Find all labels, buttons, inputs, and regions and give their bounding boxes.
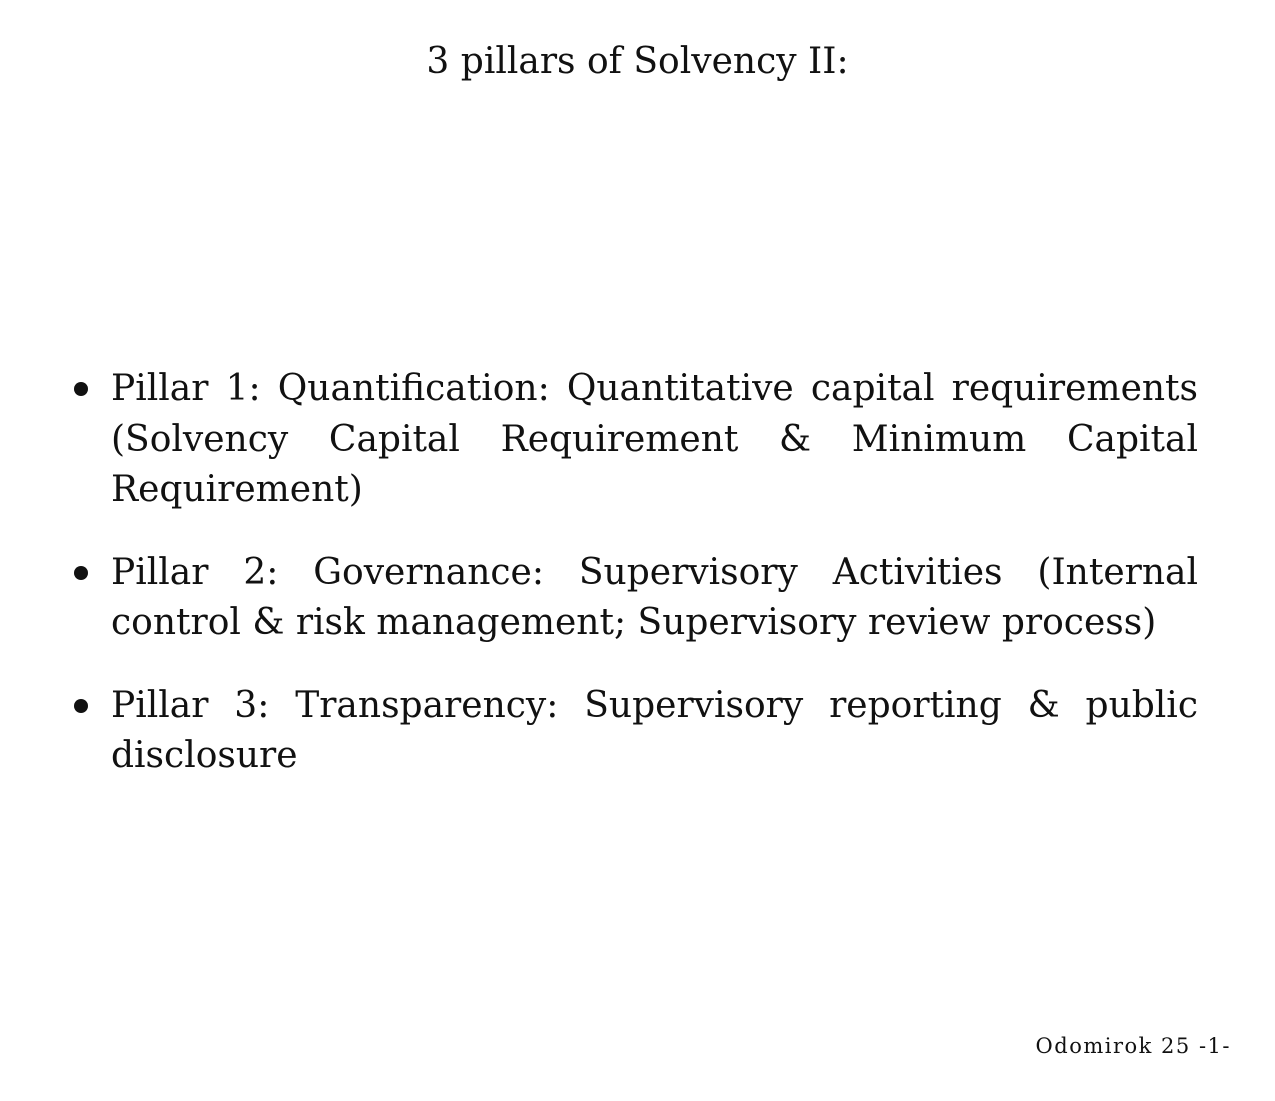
slide-title: 3 pillars of Solvency II: <box>426 41 849 82</box>
bullet-icon <box>74 566 88 580</box>
bullet-icon <box>74 699 88 713</box>
list-item-pillar-2 <box>68 548 1198 649</box>
list-item-text: Pillar 2: Governance: Supervisory Activities (Internal control & risk management; Supervisory review process) <box>111 551 1198 643</box>
bullet-icon <box>74 382 88 396</box>
list-item-pillar-1 <box>68 364 1198 516</box>
pillars-list <box>68 364 1198 814</box>
list-item-pillar-3 <box>68 681 1198 782</box>
list-item-text: Pillar 1: Quantification: Quantitative capital requirements (Solvency Capital Requirement & Minimum Capital Requirement) <box>111 368 1198 510</box>
list-item-text: Pillar 3: Transparency: Supervisory reporting & public disclosure <box>111 684 1198 776</box>
page-footer: Odomirok 25 -1- <box>1035 1034 1231 1058</box>
